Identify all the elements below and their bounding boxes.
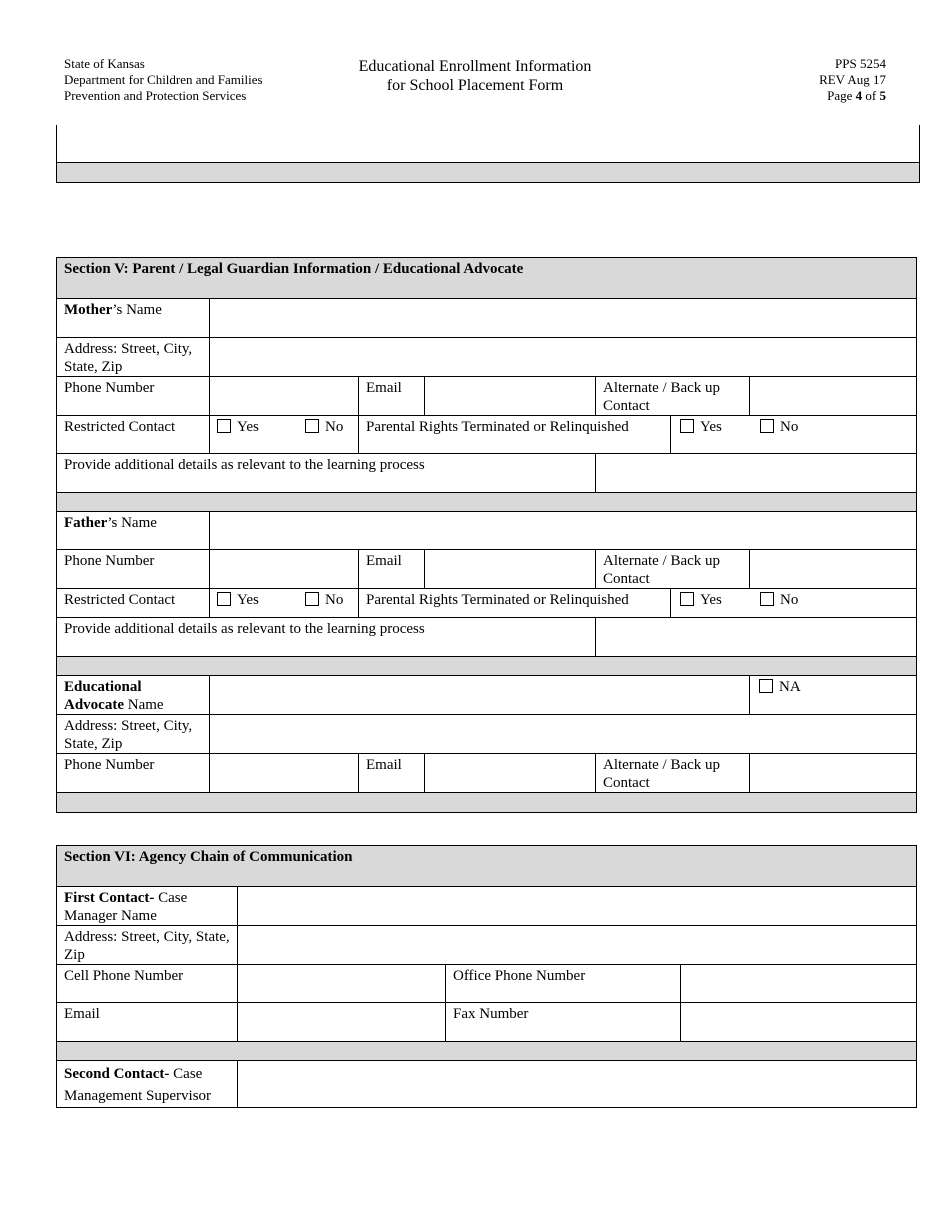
mother-restricted-no-label: No <box>325 419 344 435</box>
second-contact-field[interactable] <box>238 1061 917 1108</box>
advocate-name-bold-2: Advocate <box>64 697 124 713</box>
page-total: 5 <box>879 88 886 103</box>
agency-division: Prevention and Protection Services <box>64 88 247 103</box>
advocate-name-label <box>57 676 210 715</box>
mother-phone-field[interactable] <box>210 377 359 416</box>
mother-pr-yes[interactable] <box>680 418 760 436</box>
mother-name-rest: ’s Name <box>112 302 162 318</box>
father-name-rest: ’s Name <box>107 515 157 531</box>
father-name-bold: Father <box>64 515 108 531</box>
father-details-label: Provide additional details as relevant to the learning process <box>57 618 596 657</box>
form-title <box>330 57 620 95</box>
father-email-label: Email <box>359 550 425 589</box>
second-contact-bold: Second Contact- <box>64 1066 170 1082</box>
agency-department: Department for Children and Families <box>64 72 263 87</box>
father-alternate-label: Alternate / Back up Contact <box>596 550 750 589</box>
father-phone-label: Phone Number <box>57 550 210 589</box>
father-email-field[interactable] <box>425 550 596 589</box>
separator-row <box>57 493 917 512</box>
advocate-phone-label: Phone Number <box>57 754 210 793</box>
section-5-title: Section V: Parent / Legal Guardian Information / Educational Advocate <box>57 258 917 299</box>
cell-phone-label: Cell Phone Number <box>57 965 238 1003</box>
advocate-phone-field[interactable] <box>210 754 359 793</box>
advocate-email-field[interactable] <box>425 754 596 793</box>
form-number: PPS 5254 <box>835 56 886 71</box>
office-phone-label: Office Phone Number <box>446 965 681 1003</box>
contact-address-label: Address: Street, City, State, Zip <box>57 926 238 965</box>
mother-name-bold: Mother <box>64 302 113 318</box>
agency-header <box>64 56 263 104</box>
first-contact-rest: Case Manager Name <box>64 890 188 924</box>
page-prefix: Page <box>827 88 856 103</box>
checkbox-icon[interactable] <box>759 679 773 693</box>
page-of: of <box>862 88 880 103</box>
mother-pr-no-label: No <box>780 419 799 435</box>
father-pr-yes-label: Yes <box>700 592 722 608</box>
mother-address-field[interactable] <box>210 338 917 377</box>
father-restricted-yes[interactable] <box>217 591 305 609</box>
father-name-field[interactable] <box>210 512 917 550</box>
advocate-name-bold-1: Educational <box>64 679 142 695</box>
checkbox-icon[interactable] <box>680 592 694 606</box>
father-restricted-no[interactable] <box>305 591 343 609</box>
section-5-table <box>56 257 917 813</box>
checkbox-icon[interactable] <box>217 592 231 606</box>
form-title-line2: for School Placement Form <box>386 77 564 94</box>
form-revision: REV Aug 17 <box>819 72 886 87</box>
advocate-address-label: Address: Street, City, State, Zip <box>57 715 210 754</box>
mother-pr-no[interactable] <box>760 418 798 436</box>
mother-restricted-options <box>210 416 359 454</box>
first-contact-field[interactable] <box>238 887 917 926</box>
father-pr-no-label: No <box>780 592 799 608</box>
page-indicator <box>819 88 886 104</box>
fax-number-label: Fax Number <box>446 1003 681 1042</box>
father-restricted-options <box>210 589 359 618</box>
checkbox-icon[interactable] <box>305 419 319 433</box>
mother-details-label: Provide additional details as relevant to the learning process <box>57 454 596 493</box>
fax-number-field[interactable] <box>681 1003 917 1042</box>
separator-row <box>57 1042 917 1061</box>
mother-email-label: Email <box>359 377 425 416</box>
mother-phone-label: Phone Number <box>57 377 210 416</box>
mother-restricted-yes[interactable] <box>217 418 305 436</box>
father-pr-yes[interactable] <box>680 591 760 609</box>
father-parental-rights-label: Parental Rights Terminated or Relinquished <box>359 589 671 618</box>
father-alternate-field[interactable] <box>750 550 917 589</box>
father-details-field[interactable] <box>596 618 917 657</box>
advocate-na-label: NA <box>779 679 801 695</box>
cell-phone-field[interactable] <box>238 965 446 1003</box>
contact-email-label: Email <box>57 1003 238 1042</box>
advocate-email-label: Email <box>359 754 425 793</box>
mother-parental-rights-label: Parental Rights Terminated or Relinquished <box>359 416 671 454</box>
mother-restricted-yes-label: Yes <box>237 419 259 435</box>
section-6-table <box>56 845 917 1108</box>
father-name-label <box>57 512 210 550</box>
checkbox-icon[interactable] <box>217 419 231 433</box>
advocate-na-option[interactable] <box>750 676 917 715</box>
mother-restricted-no[interactable] <box>305 418 343 436</box>
agency-state: State of Kansas <box>64 56 145 71</box>
checkbox-icon[interactable] <box>760 419 774 433</box>
separator-row <box>57 657 917 676</box>
form-meta <box>819 56 886 104</box>
contact-email-field[interactable] <box>238 1003 446 1042</box>
father-restricted-yes-label: Yes <box>237 592 259 608</box>
father-restricted-label: Restricted Contact <box>57 589 210 618</box>
mother-restricted-label: Restricted Contact <box>57 416 210 454</box>
mother-parental-rights-options <box>671 416 917 454</box>
advocate-alternate-field[interactable] <box>750 754 917 793</box>
mother-pr-yes-label: Yes <box>700 419 722 435</box>
mother-alternate-label: Alternate / Back up Contact <box>596 377 750 416</box>
continued-field[interactable] <box>56 125 920 163</box>
first-contact-bold: First Contact- <box>64 890 155 906</box>
advocate-address-field[interactable] <box>210 715 917 754</box>
form-title-line1: Educational Enrollment Information <box>358 58 592 75</box>
advocate-name-field[interactable] <box>210 676 750 715</box>
mother-email-field[interactable] <box>425 377 596 416</box>
father-phone-field[interactable] <box>210 550 359 589</box>
father-parental-rights-options <box>671 589 917 618</box>
mother-address-label: Address: Street, City, State, Zip <box>57 338 210 377</box>
mother-name-field[interactable] <box>210 299 917 338</box>
mother-alternate-field[interactable] <box>750 377 917 416</box>
checkbox-icon[interactable] <box>305 592 319 606</box>
page-current: 4 <box>855 88 863 103</box>
father-restricted-no-label: No <box>325 592 344 608</box>
section-6-title: Section VI: Agency Chain of Communication <box>57 846 917 887</box>
second-contact-rest: Case Management Supervisor <box>64 1066 212 1104</box>
advocate-name-rest: Name <box>124 697 164 713</box>
office-phone-field[interactable] <box>681 965 917 1003</box>
father-pr-no[interactable] <box>760 591 798 609</box>
first-contact-label <box>57 887 238 926</box>
separator-row <box>57 793 917 813</box>
continued-shaded-row <box>56 162 920 183</box>
advocate-alternate-label: Alternate / Back up Contact <box>596 754 750 793</box>
checkbox-icon[interactable] <box>680 419 694 433</box>
second-contact-label <box>57 1061 238 1108</box>
mother-details-field[interactable] <box>596 454 917 493</box>
mother-name-label <box>57 299 210 338</box>
checkbox-icon[interactable] <box>760 592 774 606</box>
contact-address-field[interactable] <box>238 926 917 965</box>
